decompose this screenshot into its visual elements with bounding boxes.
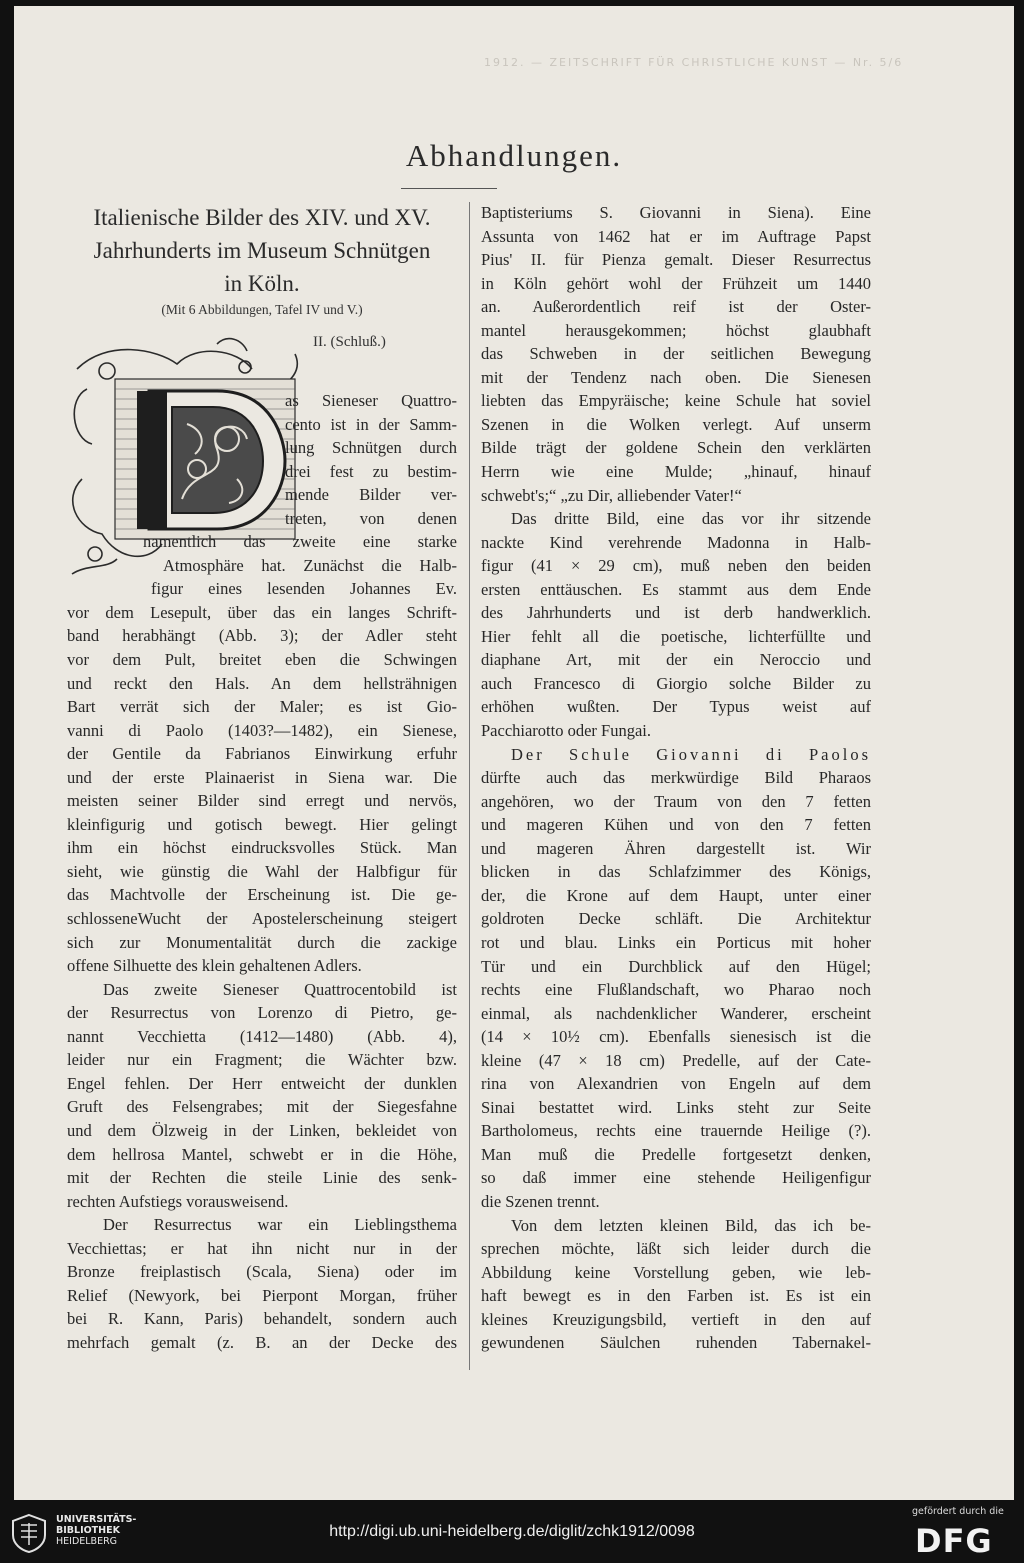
- text-line: einmal, als nachdenklicher Wanderer, erscheint: [481, 1003, 871, 1023]
- text-line: sich zur Monumentalität durch die zackige: [67, 932, 457, 952]
- text-line: vor dem Lesepult, über das ein langes Schrift-: [67, 602, 457, 622]
- article-title-line: Jahrhunderts im Museum Schnütgen: [93, 238, 431, 263]
- text-line: ihm ein höchst eindrucksvolles Stück. Man: [67, 838, 457, 858]
- text-line: Bronze freiplastisch (Scala, Siena) oder im: [67, 1262, 457, 1282]
- text-line: Hier fehlt all die poetische, lichterfüllte und: [481, 626, 871, 646]
- text-line: und der erste Plainaerist in Siena war. Die: [67, 767, 457, 787]
- text-line: nannt Vecchietta (1412—1480) (Abb. 4),: [67, 1026, 457, 1046]
- text-line: dürfte auch das merkwürdige Bild Pharaos: [481, 768, 871, 788]
- text-line: mit der Tendenz nach oben. Die Sienesen: [481, 367, 871, 387]
- text-line: Bilde trägt der goldene Schein den verklärten: [481, 438, 871, 458]
- left-column-body: [67, 389, 457, 1354]
- text-line: drei fest zu bestim-: [285, 461, 457, 481]
- text-line: schlosseneWucht der Apostelerscheinung steigert: [67, 909, 457, 929]
- text-line: in Köln gehört wohl der Frühzeit um 1440: [481, 273, 871, 293]
- text-line: vor dem Pult, breitet eben die Schwingen: [67, 650, 457, 670]
- institution-name-line: UNIVERSITÄTS-: [56, 1514, 137, 1525]
- scanned-page: [14, 6, 1014, 1500]
- text-line: Pius' II. für Pienza gemalt. Dieser Resurrectus: [481, 250, 871, 270]
- text-line: vanni di Paolo (1403?—1482), ein Sienese,: [67, 720, 457, 740]
- text-line: das Schweben in der seitlichen Bewegung: [481, 344, 871, 364]
- text-line: (14 × 10½ cm). Ebenfalls sienesisch ist die: [481, 1027, 871, 1047]
- text-line: diaphane Art, mit der ein Neroccio und: [481, 650, 871, 670]
- text-line: und mageren Ähren dargestellt ist. Wir: [481, 838, 871, 858]
- text-line: Vecchiettas; er hat ihn nicht nur in der: [67, 1238, 457, 1258]
- text-line: Herrn wie eine Mulde; „hinauf, hinauf: [481, 462, 871, 482]
- left-column: [67, 201, 457, 1352]
- article-title-line: in Köln.: [224, 271, 300, 296]
- text-line: nackte Kind verehrende Madonna in Halb-: [481, 532, 871, 552]
- right-column: [481, 201, 871, 1355]
- text-line: rechten Aufstiegs vorausweisend.: [67, 1191, 289, 1211]
- permalink-url[interactable]: http://digi.ub.uni-heidelberg.de/diglit/zchk1912/0098: [329, 1523, 695, 1540]
- text-line: und mageren Kühen und von den 7 fetten: [481, 815, 871, 835]
- text-line: mantel herausgekommen; höchst glaubhaft: [481, 320, 871, 340]
- text-line: blicken in das Schlafzimmer des Königs,: [481, 862, 871, 882]
- text-line: Das zweite Sieneser Quattrocentobild ist: [103, 979, 457, 999]
- text-line: Das dritte Bild, eine das vor ihr sitzende: [511, 509, 871, 529]
- text-line: der, die Krone auf dem Haupt, unter einer: [481, 885, 871, 905]
- part-label: II. (Schluß.): [313, 334, 386, 350]
- text-line: mende Bilder ver-: [285, 485, 457, 505]
- text-line: sprechen möchte, läßt sich leider durch die: [481, 1239, 871, 1259]
- text-line: namentlich das zweite eine starke: [143, 532, 457, 552]
- running-header-bleed-through: 1912. — ZEITSCHRIFT FÜR CHRISTLICHE KUNST — Nr. 5/6: [484, 56, 904, 69]
- text-line: kleinfigurig und gotisch bewegt. Hier gelingt: [67, 814, 457, 834]
- text-line: Der Resurrectus war ein Lieblingsthema: [103, 1215, 457, 1235]
- text-line: gewundenen Säulchen ruhenden Tabernakel-: [481, 1333, 871, 1353]
- text-line: cento ist in der Samm-: [285, 414, 457, 434]
- text-line: Atmosphäre hat. Zunächst die Halb-: [163, 555, 457, 575]
- text-line: figur (41 × 29 cm), muß neben den beiden: [481, 556, 871, 576]
- text-line: der Gentile da Fabrianos Einwirkung erfuhr: [67, 744, 457, 764]
- text-line: dem hellrosa Mantel, schwebt er in die Höhe,: [67, 1144, 457, 1164]
- text-line: Bartholomeus, rechts eine trauernde Heilige (?).: [481, 1121, 871, 1141]
- text-line: auch Francesco di Giorgio solche Bilder zu: [481, 673, 871, 693]
- article-title-line: Italienische Bilder des XIV. und XV.: [93, 205, 431, 230]
- text-line: Relief (Newyork, bei Pierpont Morgan, früher: [67, 1285, 457, 1305]
- text-line: treten, von denen: [285, 508, 457, 528]
- text-line: das Machtvolle der Erscheinung ist. Die ge-: [67, 885, 457, 905]
- text-line: und dem Ölzweig in der Linken, bekleidet von: [67, 1120, 457, 1140]
- text-line: Abbildung keine Vorstellung geben, wie leb-: [481, 1262, 871, 1282]
- text-line: die Szenen trennt.: [481, 1191, 600, 1211]
- text-line: und reckt den Hals. An dem hellsträhnigen: [67, 673, 457, 693]
- text-line: figur eines lesenden Johannes Ev.: [151, 579, 457, 599]
- text-line: Von dem letzten kleinen Bild, das ich be-: [511, 1215, 871, 1235]
- text-line: rot und blau. Links ein Porticus mit hoher: [481, 932, 871, 952]
- text-line: ersten enttäuschen. Es stammt aus dem Ende: [481, 579, 871, 599]
- text-line: so daß immer eine stehende Heiligenfigur: [481, 1168, 871, 1188]
- institution-name-line: BIBLIOTHEK: [56, 1525, 120, 1536]
- text-line: der Resurrectus von Lorenzo di Pietro, ge-: [67, 1003, 457, 1023]
- text-line: rina von Alexandrien von Engeln auf dem: [481, 1074, 871, 1094]
- text-line: lung Schnütgen durch: [285, 438, 457, 458]
- text-line: erhöhen wußten. Der Typus weist auf: [481, 697, 871, 717]
- text-line: kleine (47 × 18 cm) Predelle, auf der Cate-: [481, 1050, 871, 1070]
- viewer-footer: [0, 1500, 1024, 1563]
- text-line: bei R. Kann, Paris) behandelt, sondern auch: [67, 1309, 457, 1329]
- text-line: offene Silhuette des klein gehaltenen Adlers.: [67, 956, 362, 976]
- column-divider: [469, 202, 470, 1370]
- text-line: Tür und ein Durchblick auf den Hügel;: [481, 956, 871, 976]
- text-line: mehrfach gemalt (z. B. an der Decke des: [67, 1332, 457, 1352]
- text-line: meisten seiner Bilder sind erregt und nervös,: [67, 791, 457, 811]
- section-title: Abhandlungen.: [405, 138, 623, 173]
- article-subtitle: (Mit 6 Abbildungen, Tafel IV und V.): [161, 302, 363, 317]
- text-line: des Jahrhunderts und ist derb handwerklich.: [481, 603, 871, 623]
- text-line: sieht, wie günstig die Wahl der Halbfigur für: [67, 861, 457, 881]
- text-line: haft bewegt es in den Farben ist. Es ist ein: [481, 1286, 871, 1306]
- text-line: mit der Rechten die steile Linie des senk-: [67, 1168, 457, 1188]
- text-line: Baptisteriums S. Giovanni in Siena). Eine: [481, 203, 871, 222]
- dfg-logo: DFG: [915, 1522, 993, 1560]
- text-line: an. Außerordentlich reif ist der Oster-: [481, 297, 871, 317]
- text-line: leider nur ein Fragment; die Wächter bzw.: [67, 1050, 457, 1070]
- text-line: Pacchiarotto oder Fungai.: [481, 721, 651, 741]
- text-line: kleines Kreuzigungsbild, vertieft in den auf: [481, 1309, 871, 1329]
- text-line: rechts eine Flußlandschaft, wo Pharao noch: [481, 980, 871, 1000]
- text-line: liebten das Empyräische; keine Schule hat soviel: [481, 391, 871, 411]
- text-line: goldroten Decke schläft. Die Architektur: [481, 909, 871, 929]
- text-line: angehören, wo der Traum von den 7 fetten: [481, 791, 871, 811]
- text-line: Gruft des Felsengrabes; mit der Siegesfahne: [67, 1097, 457, 1117]
- text-line: Bart verrät sich der Maler; es ist Gio-: [67, 697, 457, 717]
- text-line: Engel fehlen. Der Herr entweicht der dunklen: [67, 1073, 457, 1093]
- title-rule: [401, 188, 497, 189]
- institution-name-line: HEIDELBERG: [56, 1536, 118, 1547]
- text-line: Assunta von 1462 hat er im Auftrage Papst: [481, 226, 871, 246]
- text-line: as Sieneser Quattro-: [285, 391, 457, 410]
- funded-by-label: gefördert durch die: [912, 1506, 1004, 1517]
- text-line: schwebt's;“ „zu Dir, alliebender Vater!“: [481, 485, 742, 505]
- text-line: Der Schule Giovanni di Paolos: [511, 744, 871, 764]
- text-line: band herabhängt (Abb. 3); der Adler steht: [67, 626, 457, 646]
- text-line: Man muß die Predelle fortgesetzt denken,: [481, 1144, 871, 1164]
- text-line: Sinai bestattet wird. Links steht zur Seite: [481, 1097, 871, 1117]
- text-line: Szenen in die Wolken verlegt. Auf unserm: [481, 414, 871, 434]
